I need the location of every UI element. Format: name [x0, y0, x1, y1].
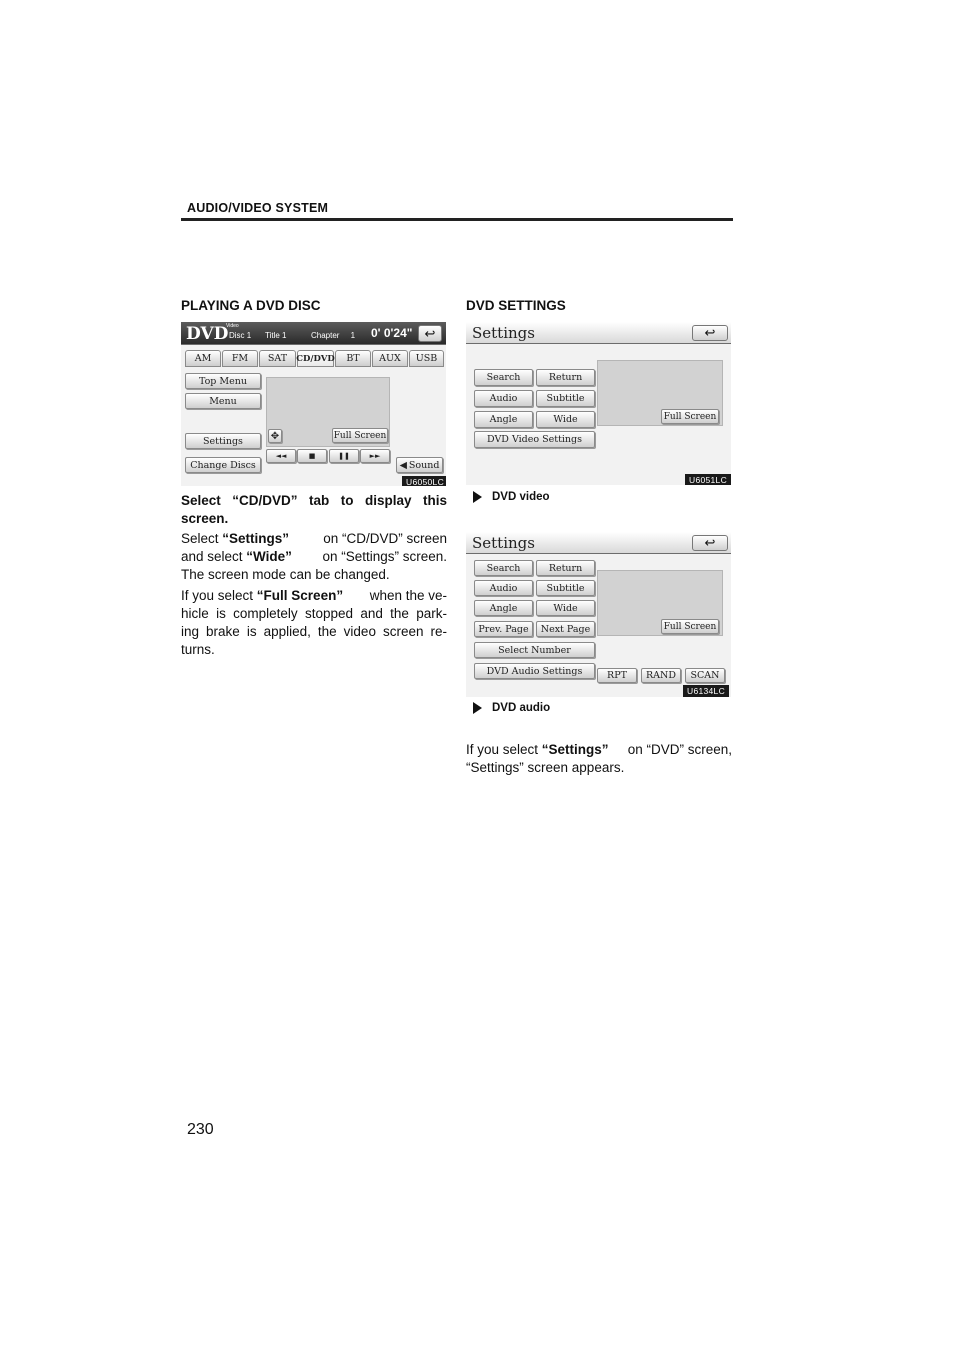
text-run: on “DVD” screen, — [627, 742, 732, 757]
prev-page-button[interactable]: Prev. Page — [474, 621, 533, 637]
full-screen-button[interactable]: Full Screen — [661, 409, 719, 424]
tab-fm[interactable]: FM — [222, 350, 258, 367]
back-button[interactable] — [692, 535, 728, 551]
sound-button[interactable] — [396, 457, 443, 473]
settings-title-bar — [466, 322, 731, 344]
rewind-button[interactable]: ◄◄ — [266, 449, 296, 463]
dvd-video-settings-button[interactable]: DVD Video Settings — [474, 431, 595, 448]
text-line — [181, 530, 447, 548]
back-arrow-icon: ↩ — [704, 535, 716, 550]
pause-button[interactable]: ❚❚ — [329, 449, 359, 463]
sound-label: Sound — [408, 459, 440, 471]
text-run: If you select — [181, 588, 257, 603]
text-line: hicle is completely stopped and the park- — [181, 606, 447, 621]
page-number: 230 — [187, 1121, 214, 1138]
tab-sat[interactable]: SAT — [259, 350, 296, 367]
settings-title: Settings — [472, 324, 535, 342]
section-heading-playing-dvd: PLAYING A DVD DISC — [181, 298, 321, 313]
text-line: “Settings” screen appears. — [466, 760, 625, 775]
full-screen-button[interactable]: Full Screen — [332, 428, 388, 443]
fast-forward-button[interactable]: ►► — [360, 449, 390, 463]
chapter-label: Chapter 1 — [311, 331, 356, 340]
search-button[interactable]: Search — [474, 369, 533, 386]
text-run: on “Settings” screen. — [322, 549, 447, 564]
dvd-playback-screen — [181, 322, 446, 486]
angle-button[interactable]: Angle — [474, 411, 533, 428]
triangle-bullet-icon — [473, 702, 482, 714]
back-arrow-icon: ↩ — [704, 325, 716, 340]
text-run: If you select — [466, 742, 542, 757]
text-line — [466, 741, 732, 759]
tab-am[interactable]: AM — [185, 350, 221, 367]
pointer-icon: ✥ — [270, 430, 280, 442]
top-menu-button[interactable]: Top Menu — [185, 373, 261, 389]
next-page-button[interactable]: Next Page — [536, 621, 595, 637]
dvd-audio-settings-screen — [466, 532, 731, 697]
scan-button[interactable]: SCAN — [685, 668, 725, 683]
stop-button[interactable]: ■ — [297, 449, 327, 463]
section-heading-dvd-settings: DVD SETTINGS — [466, 298, 566, 313]
full-screen-button[interactable]: Full Screen — [661, 619, 719, 634]
caption-text: DVD video — [492, 491, 550, 503]
dvd-video-settings-screen — [466, 322, 731, 485]
caption-dvd-video — [473, 491, 550, 503]
dvd-status-bar — [181, 322, 446, 345]
tab-bt[interactable]: BT — [335, 350, 371, 367]
audio-button[interactable]: Audio — [474, 390, 533, 407]
figure-code: U6051LC — [685, 474, 731, 485]
back-arrow-icon: ↩ — [424, 325, 436, 341]
settings-title: Settings — [472, 534, 535, 552]
disc-label: Disc 1 — [229, 331, 252, 340]
emphasis-settings: “Settings” — [541, 742, 609, 757]
text-line: The screen mode can be changed. — [181, 567, 390, 582]
text-run: and select — [181, 549, 247, 564]
tab-cd-dvd[interactable]: CD/DVD — [297, 350, 334, 367]
subtitle-button[interactable]: Subtitle — [536, 580, 595, 596]
emphasis-full-screen: “Full Screen” — [256, 588, 344, 603]
emphasis-wide: “Wide” — [246, 549, 292, 564]
search-button[interactable]: Search — [474, 560, 533, 576]
dvd-audio-settings-button[interactable]: DVD Audio Settings — [474, 663, 595, 679]
wide-button[interactable]: Wide — [536, 600, 595, 616]
figure-code: U6134LC — [683, 685, 729, 697]
audio-button[interactable]: Audio — [474, 580, 533, 596]
elapsed-time: 0' 0'24" — [371, 326, 413, 340]
text-run: on “CD/DVD” screen — [323, 531, 447, 546]
title-label: Title 1 — [265, 331, 287, 340]
change-discs-button[interactable]: Change Discs — [185, 457, 261, 473]
pointer-button[interactable] — [268, 429, 282, 443]
dvd-brand: DVD — [186, 324, 229, 344]
text-run: when the ve- — [369, 588, 447, 603]
settings-button[interactable]: Settings — [185, 433, 261, 449]
text-run: Select — [181, 531, 223, 546]
select-number-button[interactable]: Select Number — [474, 642, 595, 658]
text-line — [181, 548, 447, 566]
tab-aux[interactable]: AUX — [372, 350, 408, 367]
tab-usb[interactable]: USB — [409, 350, 444, 367]
caption-dvd-audio — [473, 702, 550, 714]
triangle-bullet-icon — [473, 491, 482, 503]
subtitle-button[interactable]: Subtitle — [536, 390, 595, 407]
return-button[interactable]: Return — [536, 560, 595, 576]
back-button[interactable] — [418, 325, 442, 342]
header-rule — [181, 218, 733, 221]
paragraph-settings-appears — [466, 741, 732, 777]
video-tag: Video — [226, 323, 239, 329]
paragraph-settings-wide — [181, 530, 447, 584]
instruction-select-tab — [181, 492, 447, 528]
menu-button[interactable]: Menu — [185, 393, 261, 409]
settings-title-bar — [466, 532, 731, 554]
back-button[interactable] — [692, 325, 728, 341]
paragraph-full-screen — [181, 587, 447, 659]
running-header: AUDIO/VIDEO SYSTEM — [187, 201, 329, 215]
instruction-line: Select “CD/DVD” tab to display this — [181, 493, 447, 508]
repeat-button[interactable]: RPT — [597, 668, 637, 683]
text-line: turns. — [181, 642, 215, 657]
speaker-icon: ◀ — [399, 459, 407, 471]
text-line: ing brake is applied, the video screen re- — [181, 624, 447, 639]
text-line — [181, 587, 447, 605]
instruction-line: screen. — [181, 511, 229, 526]
caption-text: DVD audio — [492, 702, 551, 714]
figure-code: U6050LC — [402, 476, 446, 486]
random-button[interactable]: RAND — [641, 668, 681, 683]
emphasis-settings: “Settings” — [222, 531, 290, 546]
wide-button[interactable]: Wide — [536, 411, 595, 428]
angle-button[interactable]: Angle — [474, 600, 533, 616]
return-button[interactable]: Return — [536, 369, 595, 386]
